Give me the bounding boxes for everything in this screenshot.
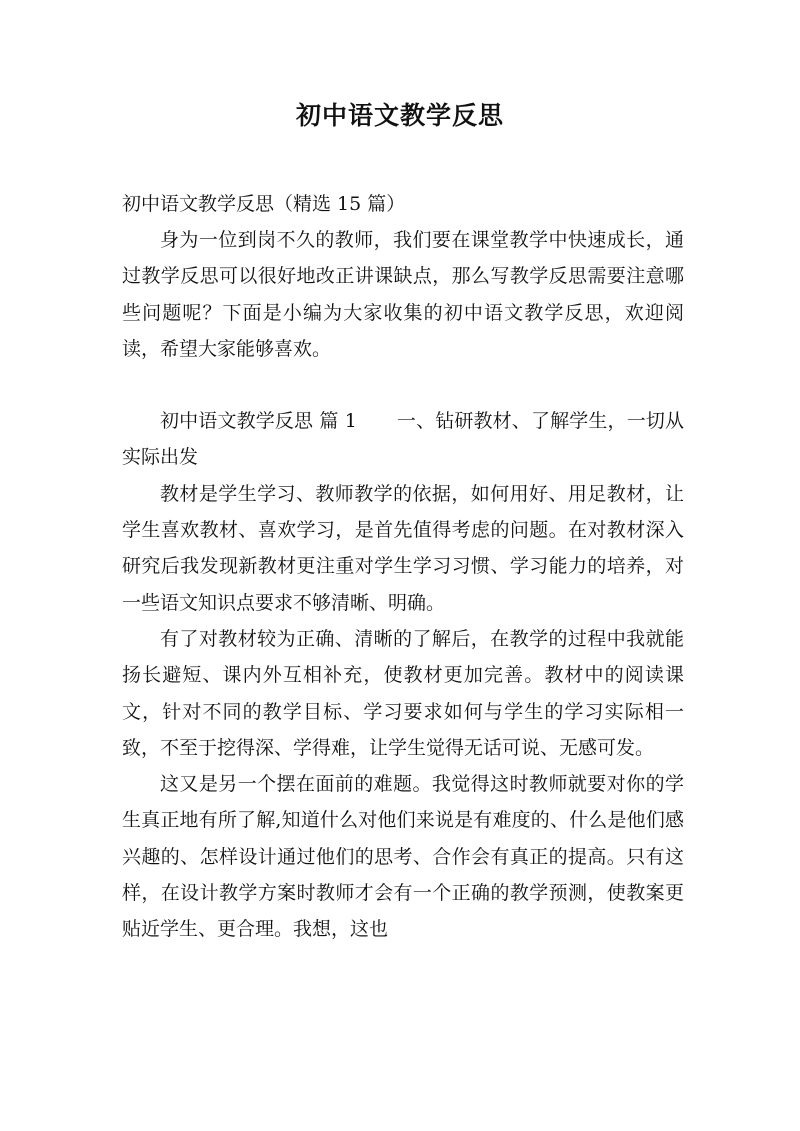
body-paragraph: 教材是学生学习、教师教学的依据，如何用好、用足教材，让学生喜欢教材、喜欢学习，是首先值得考虑的问题。在对教材深入研究后我发现新教材更注重对学生学习习惯、学习能力的培养，对一些语文知识点要求不够清晰、明确。 bbox=[122, 482, 684, 614]
intro-paragraph: 身为一位到岗不久的教师，我们要在课堂教学中快速成长，通过教学反思可以很好地改正讲课缺点，那么写教学反思需要注意哪些问题呢？下面是小编为大家收集的初中语文教学反思，欢迎阅读，希望大家能够喜欢。 bbox=[122, 229, 684, 360]
section-label: 初中语文教学反思 篇 1 bbox=[160, 410, 357, 433]
section-heading-line bbox=[122, 403, 684, 476]
document-subtitle: 初中语文教学反思（精选 15 篇） bbox=[122, 193, 406, 215]
body-paragraph: 这又是另一个摆在面前的难题。我觉得这时教师就要对你的学生真正地有所了解,知道什么对他们来说是有难度的、什么是他们感兴趣的、怎样设计通过他们的思考、合作会有真正的提高。只有这样，在设计教学方案时教师才会有一个正确的教学预测，使教案更贴近学生、更合理。我想，这也 bbox=[122, 773, 684, 941]
document-body bbox=[122, 186, 684, 948]
body-paragraph: 有了对教材较为正确、清晰的了解后，在教学的过程中我就能扬长避短、课内外互相补充，使教材更加完善。教材中的阅读课文，针对不同的教学目标、学习要求如何与学生的学习实际相一致，不至于挖得深、学得难，让学生觉得无话可说、无感可发。 bbox=[122, 627, 684, 759]
section-heading: 一、钻研教材、了解学生，一切从实际出发 bbox=[122, 410, 684, 469]
page-title: 初中语文教学反思 bbox=[295, 101, 504, 130]
